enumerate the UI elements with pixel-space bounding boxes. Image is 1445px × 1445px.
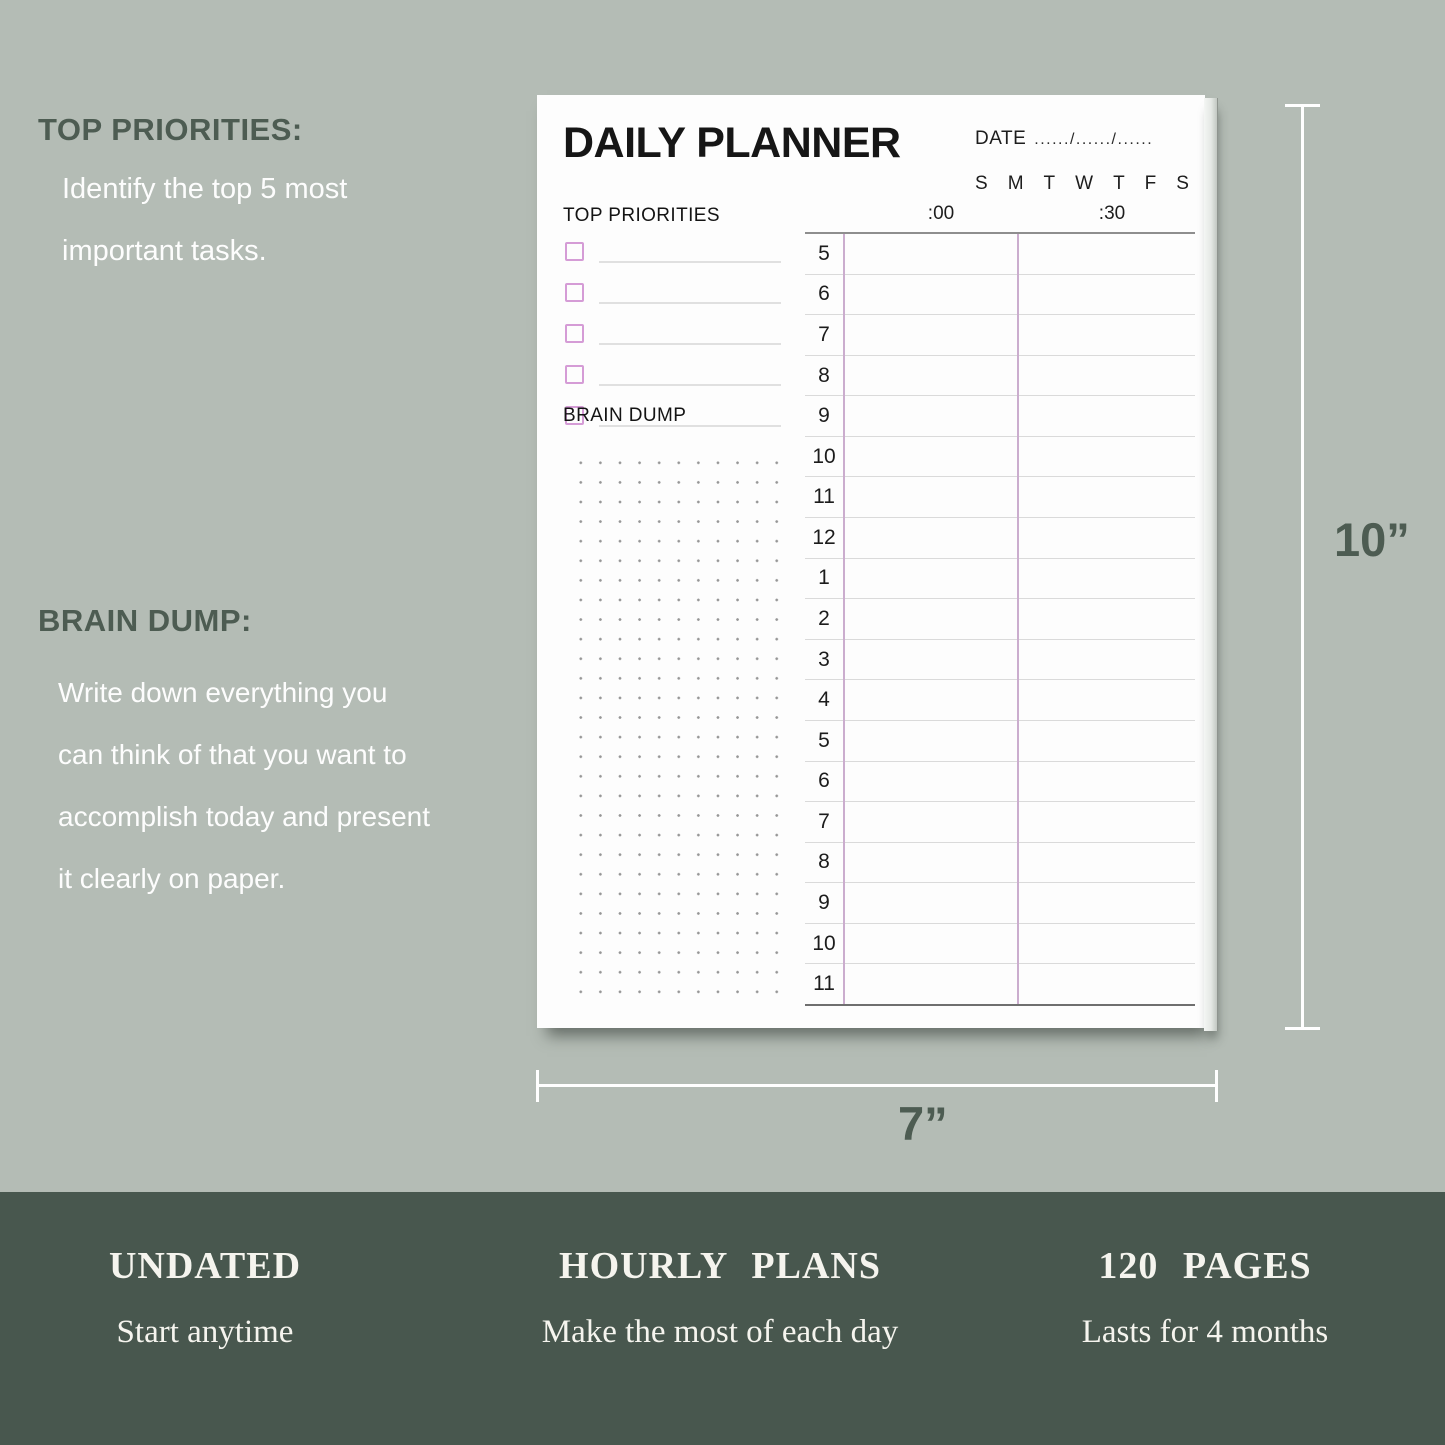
priority-row	[565, 362, 781, 403]
checkbox-icon	[565, 365, 584, 384]
top-priorities-annotation-heading: TOP PRIORITIES:	[38, 112, 303, 147]
annotation-line: accomplish today and present	[58, 801, 430, 832]
height-dimension-line	[1301, 104, 1304, 1030]
hour-row	[805, 437, 1195, 478]
top-priorities-section-label: TOP PRIORITIES	[563, 205, 720, 226]
hour-label: 6	[818, 769, 830, 793]
feature-title: 120 PAGES	[1098, 1245, 1312, 1287]
hour-row	[805, 315, 1195, 356]
schedule-divider-line	[843, 234, 845, 1004]
feature-hourly-plans	[410, 1192, 1030, 1445]
width-dimension-cap	[536, 1070, 539, 1102]
weekday-row	[975, 173, 1189, 195]
hour-label: 11	[813, 972, 835, 996]
weekday-letter: T	[1043, 173, 1056, 194]
feature-undated	[0, 1192, 410, 1445]
planner-title: DAILY PLANNER	[563, 119, 901, 167]
hour-label: 8	[818, 850, 830, 874]
brain-dump-annotation-heading: BRAIN DUMP:	[38, 603, 252, 638]
hour-row	[805, 518, 1195, 559]
writing-line	[599, 280, 781, 304]
writing-line	[599, 239, 781, 263]
hour-row	[805, 640, 1195, 681]
hour-label: 7	[818, 809, 830, 833]
planner-notepad	[537, 95, 1205, 1028]
hour-row	[805, 356, 1195, 397]
hour-row	[805, 964, 1195, 1004]
date-label: DATE	[975, 128, 1027, 149]
feature-band	[0, 1192, 1445, 1445]
hour-row	[805, 924, 1195, 965]
width-dimension-line	[536, 1084, 1218, 1087]
writing-line	[599, 321, 781, 345]
date-field	[975, 128, 1153, 150]
annotation-line: Identify the top 5 most	[62, 173, 348, 205]
hour-row	[805, 883, 1195, 924]
hour-row	[805, 802, 1195, 843]
hour-label: 5	[818, 241, 830, 265]
hour-row	[805, 275, 1195, 316]
priority-row	[565, 280, 781, 321]
hour-row	[805, 721, 1195, 762]
hour-column-header-30: :30	[1098, 203, 1126, 224]
hour-row	[805, 396, 1195, 437]
hour-label: 6	[818, 282, 830, 306]
hour-row	[805, 762, 1195, 803]
feature-title: HOURLY PLANS	[559, 1245, 881, 1287]
width-dimension-cap	[1215, 1070, 1218, 1102]
date-blank-line: ....../....../......	[1034, 131, 1154, 148]
hour-row	[805, 680, 1195, 721]
top-priorities-annotation-text	[62, 158, 347, 282]
brain-dump-dot-grid	[567, 447, 785, 1007]
feature-subtitle: Make the most of each day	[541, 1314, 899, 1350]
weekday-letter: M	[1007, 173, 1024, 194]
feature-120-pages	[1030, 1192, 1380, 1445]
height-dimension-cap	[1285, 104, 1320, 107]
annotation-line: important tasks.	[62, 235, 267, 267]
hour-label: 1	[818, 566, 830, 590]
weekday-letter: W	[1075, 173, 1094, 194]
hour-label: 2	[818, 606, 830, 630]
page-stack-edge	[1204, 98, 1218, 1031]
annotation-line: can think of that you want to	[58, 739, 407, 770]
hour-row	[805, 843, 1195, 884]
weekday-letter: F	[1144, 173, 1157, 194]
checkbox-icon	[565, 283, 584, 302]
weekday-letter: T	[1113, 173, 1125, 194]
hour-label: 3	[818, 647, 830, 671]
height-dimension-cap	[1285, 1027, 1320, 1030]
hour-column-header-00: :00	[927, 203, 955, 224]
hour-label: 12	[812, 525, 836, 549]
annotation-line: it clearly on paper.	[58, 863, 286, 894]
hour-row	[805, 234, 1195, 275]
height-dimension-label: 10”	[1334, 513, 1410, 566]
feature-subtitle: Start anytime	[116, 1314, 294, 1350]
hour-row	[805, 559, 1195, 600]
hour-label: 10	[812, 931, 836, 955]
feature-subtitle: Lasts for 4 months	[1081, 1314, 1329, 1350]
hour-row	[805, 477, 1195, 518]
checkbox-icon	[565, 242, 584, 261]
hour-label: 9	[818, 891, 830, 915]
annotation-line: Write down everything you	[58, 677, 388, 708]
hour-label: 9	[818, 404, 830, 428]
priority-row	[565, 239, 781, 280]
writing-line	[599, 362, 781, 386]
priority-row	[565, 321, 781, 362]
weekday-letter: S	[1176, 173, 1189, 194]
hour-label: 5	[818, 728, 830, 752]
hour-label: 7	[818, 322, 830, 346]
brain-dump-section-label: BRAIN DUMP	[563, 405, 687, 426]
weekday-letter: S	[975, 173, 988, 194]
hour-label: 10	[812, 444, 836, 468]
brain-dump-annotation-text	[58, 662, 430, 910]
hour-row	[805, 599, 1195, 640]
width-dimension-label: 7”	[898, 1097, 948, 1150]
feature-title: UNDATED	[108, 1245, 302, 1287]
hourly-schedule-grid	[805, 232, 1195, 1006]
schedule-divider-line	[1017, 234, 1019, 1004]
checkbox-icon	[565, 324, 584, 343]
hour-label: 11	[813, 485, 835, 509]
hour-label: 8	[818, 363, 830, 387]
hour-label: 4	[818, 688, 830, 712]
